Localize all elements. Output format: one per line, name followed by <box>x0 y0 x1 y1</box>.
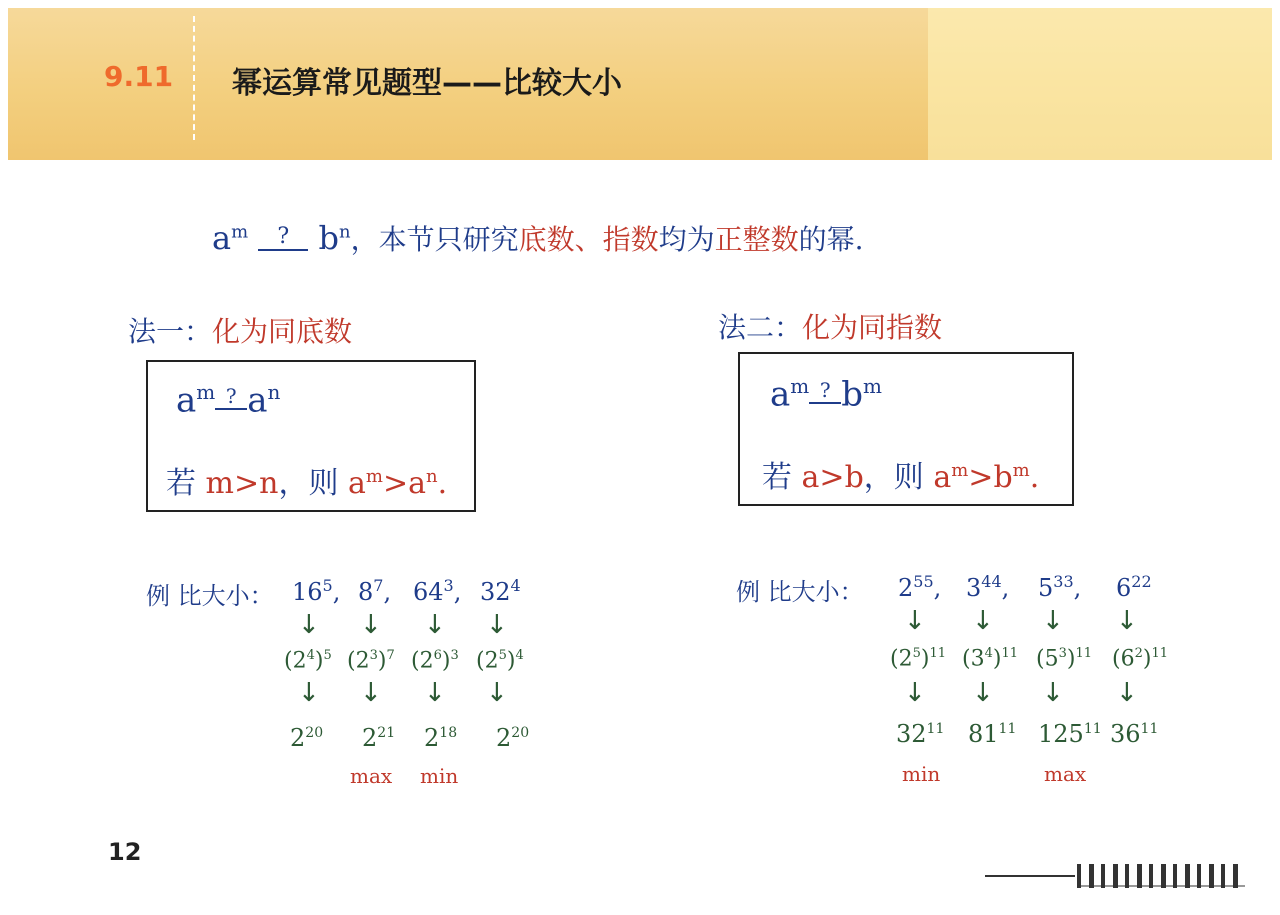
intro-exp-n: n <box>338 221 351 243</box>
down-arrow-icon: ↓ <box>904 606 926 636</box>
m1-number: $32^4$ <box>480 576 521 606</box>
m2-result: $125^{11}$ <box>1038 720 1102 748</box>
chapter-header <box>8 8 1272 160</box>
down-arrow-icon: ↓ <box>486 610 508 640</box>
m1-number: $64^3$, <box>413 576 462 606</box>
down-arrow-icon: ↓ <box>1116 678 1138 708</box>
m1-number: $16^5$, <box>292 576 341 606</box>
intro-base-b: b <box>318 219 339 257</box>
m1-result: $2^{21}$ <box>362 724 396 752</box>
method2-example-label: 例 比大小： <box>736 578 864 606</box>
method2-name: 化为同指数 <box>802 311 943 344</box>
method2-line1: $a^m$ ? $b^m$ <box>770 374 882 415</box>
m2-number: $5^{33}$, <box>1038 572 1082 602</box>
page-number: 12 <box>108 838 142 866</box>
intro-highlight-1: 底数、指数 <box>518 223 659 256</box>
intro-exp-m: m <box>231 221 249 243</box>
m2-converted: $(6^2)^{11}$ <box>1112 646 1169 672</box>
m1-converted: $(2^4)^5$ <box>284 648 332 674</box>
m2-converted: $(2^5)^{11}$ <box>890 646 947 672</box>
m2-min-note: min <box>902 762 941 786</box>
down-arrow-icon: ↓ <box>972 606 994 636</box>
intro-text-3: 的幂. <box>798 223 864 256</box>
intro-highlight-2: 正整数 <box>714 223 799 256</box>
down-arrow-icon: ↓ <box>424 678 446 708</box>
section-number: 9.11 <box>104 60 174 93</box>
intro-base-a: a <box>212 219 232 257</box>
down-arrow-icon: ↓ <box>360 610 382 640</box>
m2-number: $3^{44}$, <box>966 572 1010 602</box>
method1-example-label: 例 比大小： <box>146 582 274 610</box>
intro-blank: ? <box>258 224 308 251</box>
m1-result: $2^{20}$ <box>496 724 530 752</box>
method1-name: 化为同底数 <box>212 315 353 348</box>
m1-converted: $(2^6)^3$ <box>411 648 459 674</box>
method1-line1: $a^m$ ? $a^n$ <box>176 380 281 421</box>
m1-number: $8^7$, <box>358 576 392 606</box>
m1-min-note: min <box>420 764 459 788</box>
down-arrow-icon: ↓ <box>1042 678 1064 708</box>
method1-label: 法一： <box>128 315 213 348</box>
header-highlight <box>928 8 1272 160</box>
m2-converted: $(5^3)^{11}$ <box>1036 646 1093 672</box>
method2-line2: 若 a>b，则 $a^m>b^m$. <box>762 460 1040 495</box>
m2-result: $32^{11}$ <box>896 720 945 748</box>
m2-max-note: max <box>1044 762 1087 786</box>
ruler-marks-icon <box>985 858 1257 888</box>
down-arrow-icon: ↓ <box>1116 606 1138 636</box>
m2-converted: $(3^4)^{11}$ <box>962 646 1019 672</box>
m1-result: $2^{18}$ <box>424 724 458 752</box>
m1-converted: $(2^3)^7$ <box>347 648 395 674</box>
intro-text-2: 均为 <box>658 223 715 256</box>
method2-label: 法二： <box>718 311 803 344</box>
intro-text-1: ，本节只研究 <box>350 223 519 256</box>
down-arrow-icon: ↓ <box>298 610 320 640</box>
down-arrow-icon: ↓ <box>486 678 508 708</box>
down-arrow-icon: ↓ <box>360 678 382 708</box>
m2-number: $6^{22}$ <box>1116 572 1152 602</box>
m2-result: $81^{11}$ <box>968 720 1017 748</box>
intro-line <box>212 218 864 258</box>
m2-result: $36^{11}$ <box>1110 720 1159 748</box>
method1-line2: 若 m>n，则 $a^m>a^n$. <box>166 466 448 501</box>
m1-max-note: max <box>350 764 393 788</box>
m1-converted: $(2^5)^4$ <box>476 648 524 674</box>
method2-title <box>718 306 942 346</box>
down-arrow-icon: ↓ <box>424 610 446 640</box>
page-title: 幂运算常见题型——比较大小 <box>232 66 622 101</box>
down-arrow-icon: ↓ <box>298 678 320 708</box>
down-arrow-icon: ↓ <box>904 678 926 708</box>
m2-number: $2^{55}$, <box>898 572 942 602</box>
m1-result: $2^{20}$ <box>290 724 324 752</box>
down-arrow-icon: ↓ <box>972 678 994 708</box>
header-divider <box>193 16 195 140</box>
method1-title <box>128 310 352 350</box>
down-arrow-icon: ↓ <box>1042 606 1064 636</box>
